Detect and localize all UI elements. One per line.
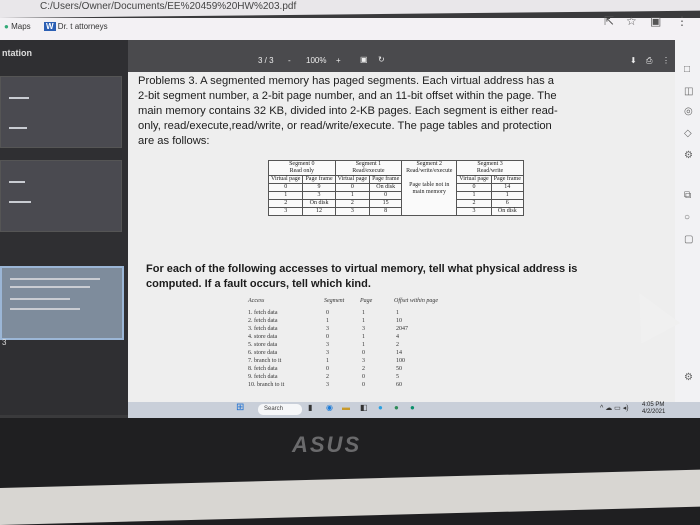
edge-tab-icon[interactable]: □ <box>684 64 691 75</box>
access-cell: 1. fetch data <box>248 310 278 316</box>
access-cell: 3 <box>362 326 365 332</box>
table-cell: 2 <box>335 200 369 208</box>
cart-icon[interactable]: ◫ <box>684 86 694 97</box>
access-cell: 0 <box>362 382 365 388</box>
seg0-header-page: Virtual page <box>269 176 303 184</box>
seg1-header-page: Virtual page <box>335 176 369 184</box>
tray-icons[interactable]: ^ ☁ ▭ ◂) <box>600 405 629 412</box>
access-cell: 1 <box>326 318 329 324</box>
print-icon[interactable]: ⎙ <box>646 56 653 65</box>
problem-text: Problems 3. A segmented memory has paged segments. Each virtual address has a 2-bit segment number, a 2-bit page number, and an 11-bit offset within the page. The main memory contains 32 KB, divided into 2-KB pages. Each segment is either read-only, read/execute,read/write, or read/write/execute. The page tables and protection are as follows: <box>138 75 558 147</box>
access-cell: 3 <box>362 358 365 364</box>
access-cell: 0 <box>326 366 329 372</box>
access-cell: 0 <box>362 350 365 356</box>
table-cell: 0 <box>457 184 491 192</box>
rotate-icon[interactable]: ↻ <box>378 55 385 64</box>
mail-icon[interactable]: ● <box>378 403 383 412</box>
table-cell: 3 <box>457 208 491 216</box>
download-icon[interactable]: ⬇ <box>630 56 637 65</box>
seg3-header-frame: Page frame <box>491 176 523 184</box>
seg3-header-page: Virtual page <box>457 176 491 184</box>
tools-icon[interactable]: ⚙ <box>684 150 693 161</box>
access-cell: 1 <box>362 342 365 348</box>
access-cell: 3. fetch data <box>248 326 278 332</box>
access-cell: 3 <box>326 382 329 388</box>
access-cell: 1 <box>362 334 365 340</box>
pdf-page <box>128 72 675 402</box>
table-cell: 3 <box>303 192 335 200</box>
diamond-icon[interactable]: ◇ <box>684 128 692 139</box>
seg0-title: Segment 0 Read only <box>269 161 336 176</box>
access-cell: 4. store data <box>248 334 278 340</box>
table-cell: 6 <box>491 200 523 208</box>
access-cell: 5. store data <box>248 342 278 348</box>
access-cell: 3 <box>326 342 329 348</box>
task-view-icon[interactable]: ▮ <box>308 403 313 412</box>
asus-logo: ASUS <box>292 432 362 457</box>
table-cell: 8 <box>370 208 402 216</box>
table-cell: 0 <box>370 192 402 200</box>
menu-dots-icon[interactable]: ⋮ <box>676 14 688 28</box>
access-cell: 3 <box>326 350 329 356</box>
image-icon[interactable]: ▢ <box>684 234 694 245</box>
access-cell: 1 <box>362 318 365 324</box>
access-cell: 1 <box>362 310 365 316</box>
taskbar-search[interactable]: Search <box>258 404 302 415</box>
access-cell: 2. fetch data <box>248 318 278 324</box>
table-cell: 1 <box>491 192 523 200</box>
table-cell: 0 <box>335 184 369 192</box>
access-cell: 2 <box>362 366 365 372</box>
circle-icon[interactable]: ○ <box>684 212 691 223</box>
access-cell: 2 <box>396 342 399 348</box>
access-cell: 2 <box>326 374 329 380</box>
fit-page-icon[interactable]: ▣ <box>360 55 368 64</box>
page-tables <box>268 160 524 216</box>
settings-gear-icon[interactable]: ⚙ <box>684 372 693 383</box>
bookmark-attorneys[interactable]: W Dr. t attorneys <box>46 22 108 31</box>
app-icon[interactable]: ● <box>410 403 415 412</box>
seg1-header-frame: Page frame <box>370 176 402 184</box>
access-cell: 50 <box>396 366 402 372</box>
more-icon[interactable]: ⋮ <box>662 56 670 65</box>
table-cell: On disk <box>370 184 402 192</box>
seg1-title: Segment 1 Read/execute <box>335 161 402 176</box>
segment-header: Segment <box>324 298 345 304</box>
page-indicator[interactable]: 3 / 3 <box>258 56 274 65</box>
extension-icon[interactable]: ▣ <box>650 14 662 28</box>
address-text[interactable]: C:/Users/Owner/Documents/EE%20459%20HW%203.pdf <box>40 1 297 12</box>
system-clock[interactable]: 4:05 PM 4/2/2021 <box>642 402 666 415</box>
seg3-title: Segment 3 Read/write <box>457 161 524 176</box>
table-cell: 2 <box>269 200 303 208</box>
table-cell: On disk <box>303 200 335 208</box>
sidebar-title: ntation <box>2 48 32 58</box>
access-cell: 5 <box>396 374 399 380</box>
page-header: Page <box>360 298 373 304</box>
seg0-header-frame: Page frame <box>303 176 335 184</box>
share-icon[interactable]: ⇱ <box>604 14 615 28</box>
word-doc-icon: W <box>46 22 54 31</box>
map-pin-icon: ● <box>4 22 9 31</box>
table-cell: 3 <box>335 208 369 216</box>
seg2-cell: Segment 2 Read/write/execute Page table not in main memory <box>402 161 457 216</box>
office-icon[interactable]: ◎ <box>684 106 693 117</box>
table-cell: 14 <box>491 184 523 192</box>
table-cell: 12 <box>303 208 335 216</box>
star-icon[interactable]: ☆ <box>626 14 637 28</box>
table-cell: 3 <box>269 208 303 216</box>
zoom-in-button[interactable]: + <box>336 56 341 65</box>
table-cell: 1 <box>269 192 303 200</box>
page-number-label: 3 <box>2 338 7 347</box>
bookmark-maps[interactable]: ● Maps <box>4 22 31 31</box>
table-cell: 1 <box>457 192 491 200</box>
table-cell: 2 <box>457 200 491 208</box>
access-cell: 14 <box>396 350 402 356</box>
zoom-out-button[interactable]: - <box>288 56 291 65</box>
access-cell: 1 <box>396 310 399 316</box>
access-cell: 4 <box>396 334 399 340</box>
access-header: Access <box>248 298 265 304</box>
page-thumbnail-2[interactable] <box>0 160 122 232</box>
access-cell: 8. fetch data <box>248 366 278 372</box>
access-cell: 60 <box>396 382 402 388</box>
file-explorer-icon[interactable]: ▬ <box>342 403 350 412</box>
access-cell: 6. store data <box>248 350 278 356</box>
access-cell: 7. branch to it <box>248 358 282 364</box>
access-cell: 100 <box>396 358 405 364</box>
access-cell: 10. branch to it <box>248 382 285 388</box>
access-cell: 2047 <box>396 326 408 332</box>
page-thumbnail-3[interactable] <box>0 266 124 340</box>
page-thumbnail-1[interactable] <box>0 76 122 148</box>
windows-start-icon[interactable]: ⊞ <box>236 402 245 413</box>
access-cell: 1 <box>326 358 329 364</box>
question-text: For each of the following accesses to virtual memory, tell what physical address is computed. If a fault occurs, tell which kind. <box>146 263 578 290</box>
table-cell: On disk <box>491 208 523 216</box>
offset-header: Offset within page <box>394 298 438 304</box>
access-cell: 9. fetch data <box>248 374 278 380</box>
table-cell: 9 <box>303 184 335 192</box>
table-cell: 15 <box>370 200 402 208</box>
table-cell: 1 <box>335 192 369 200</box>
access-cell: 3 <box>326 326 329 332</box>
access-cell: 0 <box>326 334 329 340</box>
xbox-icon[interactable]: ● <box>394 403 399 412</box>
access-cell: 0 <box>362 374 365 380</box>
edge-browser-icon[interactable]: ◉ <box>326 403 333 412</box>
store-icon[interactable]: ◧ <box>360 403 368 412</box>
zoom-level[interactable]: 100% <box>306 56 327 65</box>
access-cell: 0 <box>326 310 329 316</box>
table-cell: 0 <box>269 184 303 192</box>
access-cell: 10 <box>396 318 402 324</box>
copy-icon[interactable]: ⧉ <box>684 190 692 201</box>
